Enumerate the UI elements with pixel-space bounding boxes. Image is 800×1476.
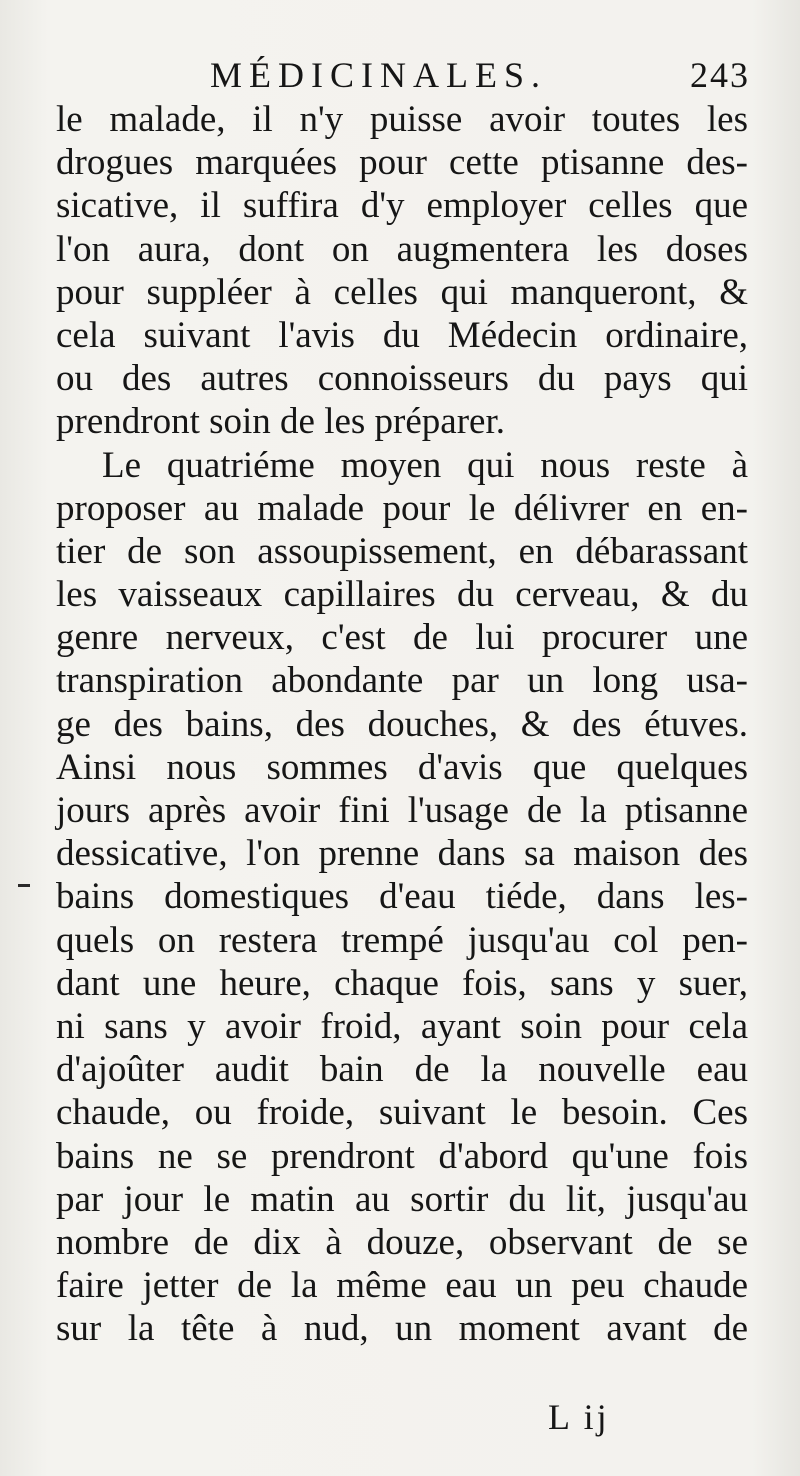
text-line: quels on restera trempé jusqu'au col pen-: [56, 919, 748, 961]
text-line: drogues marquées pour cette ptisanne des-: [56, 142, 748, 184]
text-line: sicative, il suffira d'y employer celles que: [56, 185, 748, 227]
text-line: Ainsi nous sommes d'avis que quelques: [56, 746, 748, 788]
text-line: tier de son assoupissement, en débarassant: [56, 530, 748, 572]
text-line: par jour le matin au sortir du lit, jusqu'au: [56, 1178, 748, 1220]
text-line: les vaisseaux capillaires du cerveau, & du: [56, 574, 748, 616]
text-line: nombre de dix à douze, observant de se: [56, 1221, 748, 1263]
body-text: [56, 98, 748, 1350]
margin-mark: [18, 884, 30, 887]
text-line: cela suivant l'avis du Médecin ordinaire,: [56, 314, 748, 356]
running-title: MÉDICINALES.: [210, 55, 547, 95]
text-line: d'ajoûter audit bain de la nouvelle eau: [56, 1049, 748, 1091]
signature-mark: L ij: [548, 1397, 610, 1437]
text-line: pour suppléer à celles qui manqueront, &: [56, 271, 748, 313]
text-line: transpiration abondante par un long usa-: [56, 660, 748, 702]
text-line: faire jetter de la même eau un peu chaude: [56, 1265, 748, 1307]
text-line: chaude, ou froide, suivant le besoin. Ces: [56, 1092, 748, 1134]
text-line: dant une heure, chaque fois, sans y suer,: [56, 962, 748, 1004]
text-line: genre nerveux, c'est de lui procurer une: [56, 617, 748, 659]
text-line: dessicative, l'on prenne dans sa maison des: [56, 833, 748, 875]
text-line: proposer au malade pour le délivrer en en-: [56, 487, 748, 529]
text-line: ou des autres connoisseurs du pays qui: [56, 358, 748, 400]
paragraph-1: [56, 98, 748, 444]
text-line: jours après avoir fini l'usage de la ptisanne: [56, 790, 748, 831]
text-line: l'on aura, dont on augmentera les doses: [56, 228, 748, 270]
page-header: [60, 48, 750, 100]
text-line: sur la tête à nud, un moment avant de: [56, 1308, 748, 1350]
text-line: le malade, il n'y puisse avoir toutes les: [56, 99, 748, 140]
page-number: 243: [690, 55, 750, 95]
text-line: Le quatriéme moyen qui nous reste à: [102, 444, 748, 486]
text-line: ge des bains, des douches, & des étuves.: [56, 703, 748, 745]
text-line: ni sans y avoir froid, ayant soin pour cela: [56, 1005, 748, 1047]
text-line: bains ne se prendront d'abord qu'une fois: [56, 1135, 748, 1177]
text-line: bains domestiques d'eau tiéde, dans les-: [56, 876, 748, 918]
paragraph-2: [56, 444, 748, 1351]
text-line: prendront soin de les préparer.: [56, 401, 505, 443]
